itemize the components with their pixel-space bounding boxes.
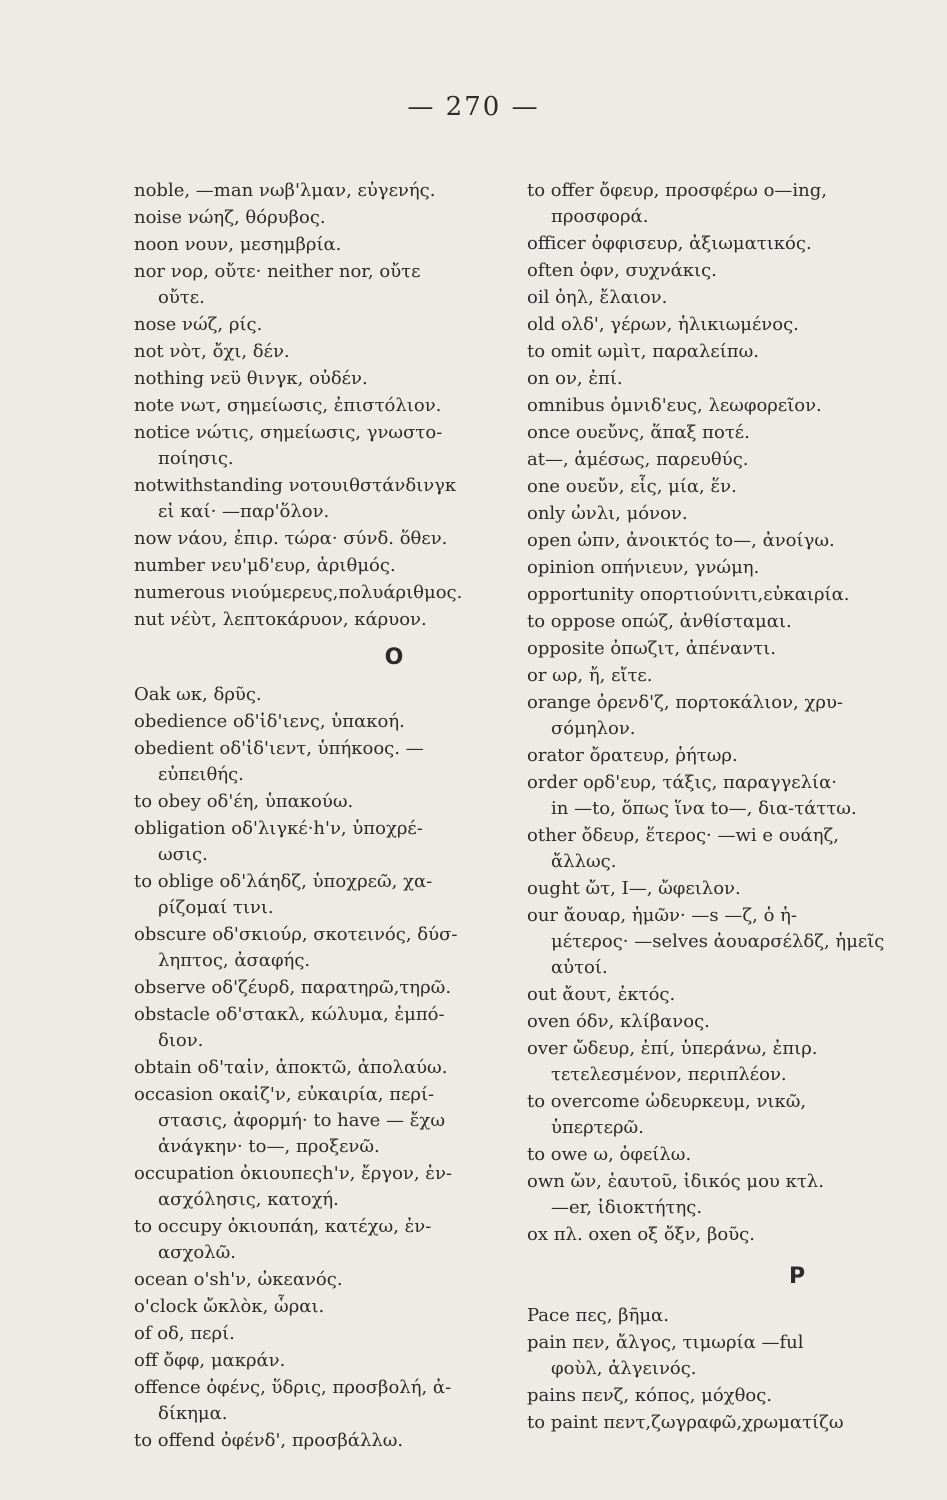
left-top-entries [134, 178, 524, 633]
entry-line: open ὠπν, ἀνοικτός to—, ἀνοίγω. [527, 530, 835, 551]
dictionary-entry [527, 339, 917, 365]
dictionary-entry [527, 285, 917, 311]
dictionary-entry [527, 1410, 917, 1436]
dictionary-entry [134, 1055, 524, 1081]
dictionary-entry [527, 231, 917, 257]
dictionary-entry [527, 1009, 917, 1035]
dictionary-entry [134, 473, 524, 525]
entry-line: to oblige οδ'λάηδζ, ὑποχρεῶ, χα- [134, 871, 433, 892]
dictionary-entry [527, 312, 917, 338]
entry-line: Pace πες, βῆμα. [527, 1305, 669, 1326]
entry-line: our ἄουαρ, ἡμῶν· —s —ζ, ὁ ἡ- [527, 905, 797, 926]
entry-line: nothing νεϋ θινγκ, οὐδέν. [134, 368, 368, 389]
dictionary-entry [527, 1383, 917, 1409]
dictionary-entry [527, 743, 917, 769]
dictionary-entry [134, 1082, 524, 1160]
dictionary-entry [134, 816, 524, 868]
dictionary-entry [527, 501, 917, 527]
dictionary-entry [527, 1303, 917, 1329]
entry-line: to obey οδ'έη, ὑπακούω. [134, 791, 354, 812]
dictionary-entry [527, 609, 917, 635]
entry-line: to offer ὄφευρ, προσφέρω o—ing, [527, 180, 828, 201]
dictionary-entry [527, 903, 917, 981]
dictionary-entry [527, 823, 917, 875]
dictionary-entry [527, 366, 917, 392]
entry-line: on ον, ἐπί. [527, 368, 623, 389]
dictionary-entry [527, 258, 917, 284]
entry-line: observe οδ'ζέυρδ, παρατηρῶ,τηρῶ. [134, 977, 452, 998]
right-column [527, 178, 917, 1437]
entry-line: to paint πεντ,ζωγραφῶ,χρωματίζω [527, 1412, 844, 1433]
entry-line: omnibus ὀμνιδ'ευς, λεωφορεῖον. [527, 395, 822, 416]
dictionary-entry [134, 553, 524, 579]
dictionary-entry [134, 682, 524, 708]
entry-continuation: ωσις. [158, 844, 208, 865]
entry-line: order ορδ'ευρ, τάξις, παραγγελία· [527, 772, 837, 793]
entry-line: noise νώηζ, θόρυβος. [134, 207, 326, 228]
dictionary-entry [527, 1089, 917, 1141]
entry-line: occasion οκαἰζ'ν, εὐκαιρία, περί- [134, 1084, 435, 1105]
dictionary-entry [527, 555, 917, 581]
entry-line: of οδ, περί. [134, 1323, 235, 1344]
dictionary-entry [527, 1169, 917, 1221]
entry-line: ox πλ. oxen οξ ὄξν, βοῦς. [527, 1224, 755, 1245]
entry-line: own ὤν, ἑαυτοῦ, ἰδικός μου κτλ. [527, 1171, 824, 1192]
dictionary-entry [527, 447, 917, 473]
entry-line: other ὄδευρ, ἕτερος· —wi e ουάηζ, [527, 825, 839, 846]
entry-continuation: ἄλλως. [551, 851, 617, 872]
entry-line: obligation οδ'λιγκέ·h'ν, ὑποχρέ- [134, 818, 423, 839]
entry-line: pains πενζ, κόπος, μόχθος. [527, 1385, 773, 1406]
dictionary-entry [527, 876, 917, 902]
dictionary-entry [134, 975, 524, 1001]
dictionary-entry [134, 366, 524, 392]
dictionary-entry [527, 1142, 917, 1168]
entry-line: off ὄφφ, μακράν. [134, 1350, 286, 1371]
dictionary-entry [527, 982, 917, 1008]
entry-line: one ουεὔν, εἷς, μία, ἕν. [527, 476, 737, 497]
entry-line: oil ὀηλ, ἔλαιον. [527, 287, 668, 308]
dictionary-entry [134, 232, 524, 258]
right-bottom-entries [527, 1303, 917, 1436]
entry-continuation: σόμηλον. [551, 718, 636, 739]
entry-line: or ωρ, ἤ, εἴτε. [527, 665, 653, 686]
dictionary-entry [134, 259, 524, 311]
entry-line: to omit ωμὶτ, παραλείπω. [527, 341, 759, 362]
dictionary-entry [134, 580, 524, 606]
dictionary-entry [134, 736, 524, 788]
dictionary-entry [527, 420, 917, 446]
entry-continuation: διον. [158, 1030, 204, 1051]
dictionary-entry [134, 1348, 524, 1374]
entry-continuation: φοὺλ, ἀλγεινός. [551, 1358, 697, 1379]
entry-line: to occupy ὀκιουπάη, κατέχω, ἐν- [134, 1216, 432, 1237]
entry-continuation: εὐπειθής. [158, 764, 244, 785]
entry-continuation: ασχόλησις, κατοχή. [158, 1189, 339, 1210]
entry-line: once ουεὔνς, ἅπαξ ποτέ. [527, 422, 750, 443]
entry-line: occupation ὀκιουπεςh'ν, ἔργον, ἐν- [134, 1163, 452, 1184]
entry-line: note νωτ, σημείωσις, ἐπιστόλιον. [134, 395, 442, 416]
dictionary-entry [134, 1214, 524, 1266]
entry-line: orange ὀρενδ'ζ, πορτοκάλιον, χρυ- [527, 692, 843, 713]
dictionary-entry [134, 709, 524, 735]
entry-line: ocean ο'sh'ν, ὠκεανός. [134, 1269, 343, 1290]
entry-line: officer ὀφφισευρ, ἀξιωματικός. [527, 233, 812, 254]
entry-line: to oppose οπώζ, ἀνθίσταμαι. [527, 611, 792, 632]
entry-line: old ολδ', γέρων, ἡλικιωμένος. [527, 314, 799, 335]
dictionary-entry [527, 393, 917, 419]
left-column [134, 178, 524, 1455]
dictionary-entry [134, 1002, 524, 1054]
entry-line: offence ὀφένς, ὕδρις, προσβολή, ἀ- [134, 1377, 452, 1398]
entry-continuation: δίκημα. [158, 1403, 228, 1424]
entry-continuation: ρίζομαί τινι. [158, 897, 274, 918]
entry-line: Oak ωκ, δρῦς. [134, 684, 262, 705]
section-letter-p: P [788, 1264, 806, 1289]
entry-line: obtain οδ'ταἰν, ἀποκτῶ, ἀπολαύω. [134, 1057, 448, 1078]
dictionary-entry [134, 922, 524, 974]
entry-line: noon νουν, μεσημβρία. [134, 234, 342, 255]
entry-line: now νάου, ἐπιρ. τώρα· σύνδ. ὅθεν. [134, 528, 448, 549]
entry-line: obedience οδ'ἰδ'ιενς, ὑπακοή. [134, 711, 405, 732]
entry-line: opportunity οπορτιούνιτι,εὐκαιρία. [527, 584, 850, 605]
entry-line: to offend ὀφένδ', προσβάλλω. [134, 1430, 404, 1451]
entry-line: orator ὄρατευρ, ῥήτωρ. [527, 745, 738, 766]
entry-continuation: ὑπερτερῶ. [551, 1117, 644, 1138]
dictionary-entry [134, 1161, 524, 1213]
dictionary-entry [134, 1294, 524, 1320]
dictionary-entry [134, 607, 524, 633]
entry-continuation: ληπτος, ἀσαφής. [158, 950, 311, 971]
dictionary-entry [527, 178, 917, 230]
dictionary-entry [527, 528, 917, 554]
entry-line: opposite ὀπωζιτ, ἀπέναντι. [527, 638, 776, 659]
entry-continuation: προσφορά. [551, 206, 649, 227]
dictionary-entry [527, 582, 917, 608]
entry-line: over ὤδευρ, ἐπί, ὑπεράνω, ἐπιρ. [527, 1038, 818, 1059]
dictionary-entry [134, 526, 524, 552]
entry-continuation: μέτερος· —selves ἀουαρσέλδζ, ἡμεῖς αὐτοί. [551, 931, 885, 978]
dictionary-entry [134, 205, 524, 231]
section-letter-o: O [384, 645, 404, 670]
dictionary-entry [527, 1330, 917, 1382]
entry-line: ought ὤτ, I—, ὤφειλον. [527, 878, 741, 899]
entry-line: number νευ'μδ'ευρ, ἀριθμός. [134, 555, 396, 576]
entry-line: o'clock ὤκλὸκ, ὧραι. [134, 1296, 325, 1317]
dictionary-entry [134, 1267, 524, 1293]
dictionary-entry [527, 1222, 917, 1248]
entry-line: notwithstanding νοτουιθστάνδινγκ [134, 475, 457, 496]
page-number: — 270 — [407, 92, 540, 122]
dictionary-entry [134, 420, 524, 472]
dictionary-entry [134, 1375, 524, 1427]
entry-line: pain πεν, ἄλγος, τιμωρία —ful [527, 1332, 804, 1353]
entry-line: often ὀφν, συχνάκις. [527, 260, 717, 281]
dictionary-entry [134, 178, 524, 204]
dictionary-entry [527, 1036, 917, 1088]
entry-continuation: ασχολῶ. [158, 1242, 236, 1263]
dictionary-entry [134, 789, 524, 815]
entry-line: noble, —man νωβ'λμαν, εὐγενής. [134, 180, 436, 201]
right-top-entries [527, 178, 917, 1248]
entry-line: not νὸτ, ὄχι, δέν. [134, 341, 290, 362]
entry-line: at—, ἀμέσως, παρευθύς. [527, 449, 749, 470]
dictionary-entry [527, 770, 917, 822]
entry-line: nose νώζ, ρίς. [134, 314, 263, 335]
dictionary-entry [527, 663, 917, 689]
dictionary-entry [134, 1428, 524, 1454]
entry-line: to owe ω, ὀφείλω. [527, 1144, 692, 1165]
dictionary-entry [134, 312, 524, 338]
entry-continuation: ποίησις. [158, 448, 234, 469]
dictionary-entry [527, 636, 917, 662]
entry-continuation: τετελεσμένον, περιπλέον. [551, 1064, 787, 1085]
entry-line: oven όδν, κλίβανος. [527, 1011, 710, 1032]
entry-continuation: —er, ἰδιοκτήτης. [551, 1197, 703, 1218]
dictionary-entry [134, 393, 524, 419]
dictionary-entry [527, 474, 917, 500]
entry-continuation: εἰ καί· —παρ'ὅλον. [158, 501, 330, 522]
left-bottom-entries [134, 682, 524, 1454]
entry-line: opinion οπήνιευν, γνώμη. [527, 557, 760, 578]
entry-line: nut νέὺτ, λεπτοκάρυον, κάρυον. [134, 609, 427, 630]
entry-line: obedient οδ'ἰδ'ιεντ, ὑπήκοος. — [134, 738, 424, 759]
entry-line: out ἄουτ, ἐκτός. [527, 984, 676, 1005]
dictionary-entry [134, 339, 524, 365]
entry-line: only ὠνλι, μόνον. [527, 503, 688, 524]
entry-continuation: in —to, ὅπως ἵνα to—, δια-τάττω. [551, 798, 857, 819]
dictionary-entry [527, 690, 917, 742]
entry-continuation: στασις, ἀφορμή· to have — ἔχω ἀνάγκην· to—, προξενῶ. [158, 1110, 445, 1157]
entry-continuation: οὔτε. [158, 287, 205, 308]
entry-line: numerous νιούμερευς,πολυάριθμος. [134, 582, 463, 603]
entry-line: obstacle οδ'στακλ, κώλυμα, ἐμπό- [134, 1004, 445, 1025]
entry-line: obscure οδ'σκιούρ, σκοτεινός, δύσ- [134, 924, 458, 945]
dictionary-entry [134, 1321, 524, 1347]
entry-line: to overcome ὠδευρκευμ, νικῶ, [527, 1091, 807, 1112]
dictionary-entry [134, 869, 524, 921]
entry-line: nor νορ, οὔτε· neither nor, οὔτε [134, 261, 421, 282]
entry-line: notice νώτις, σημείωσις, γνωστο- [134, 422, 443, 443]
